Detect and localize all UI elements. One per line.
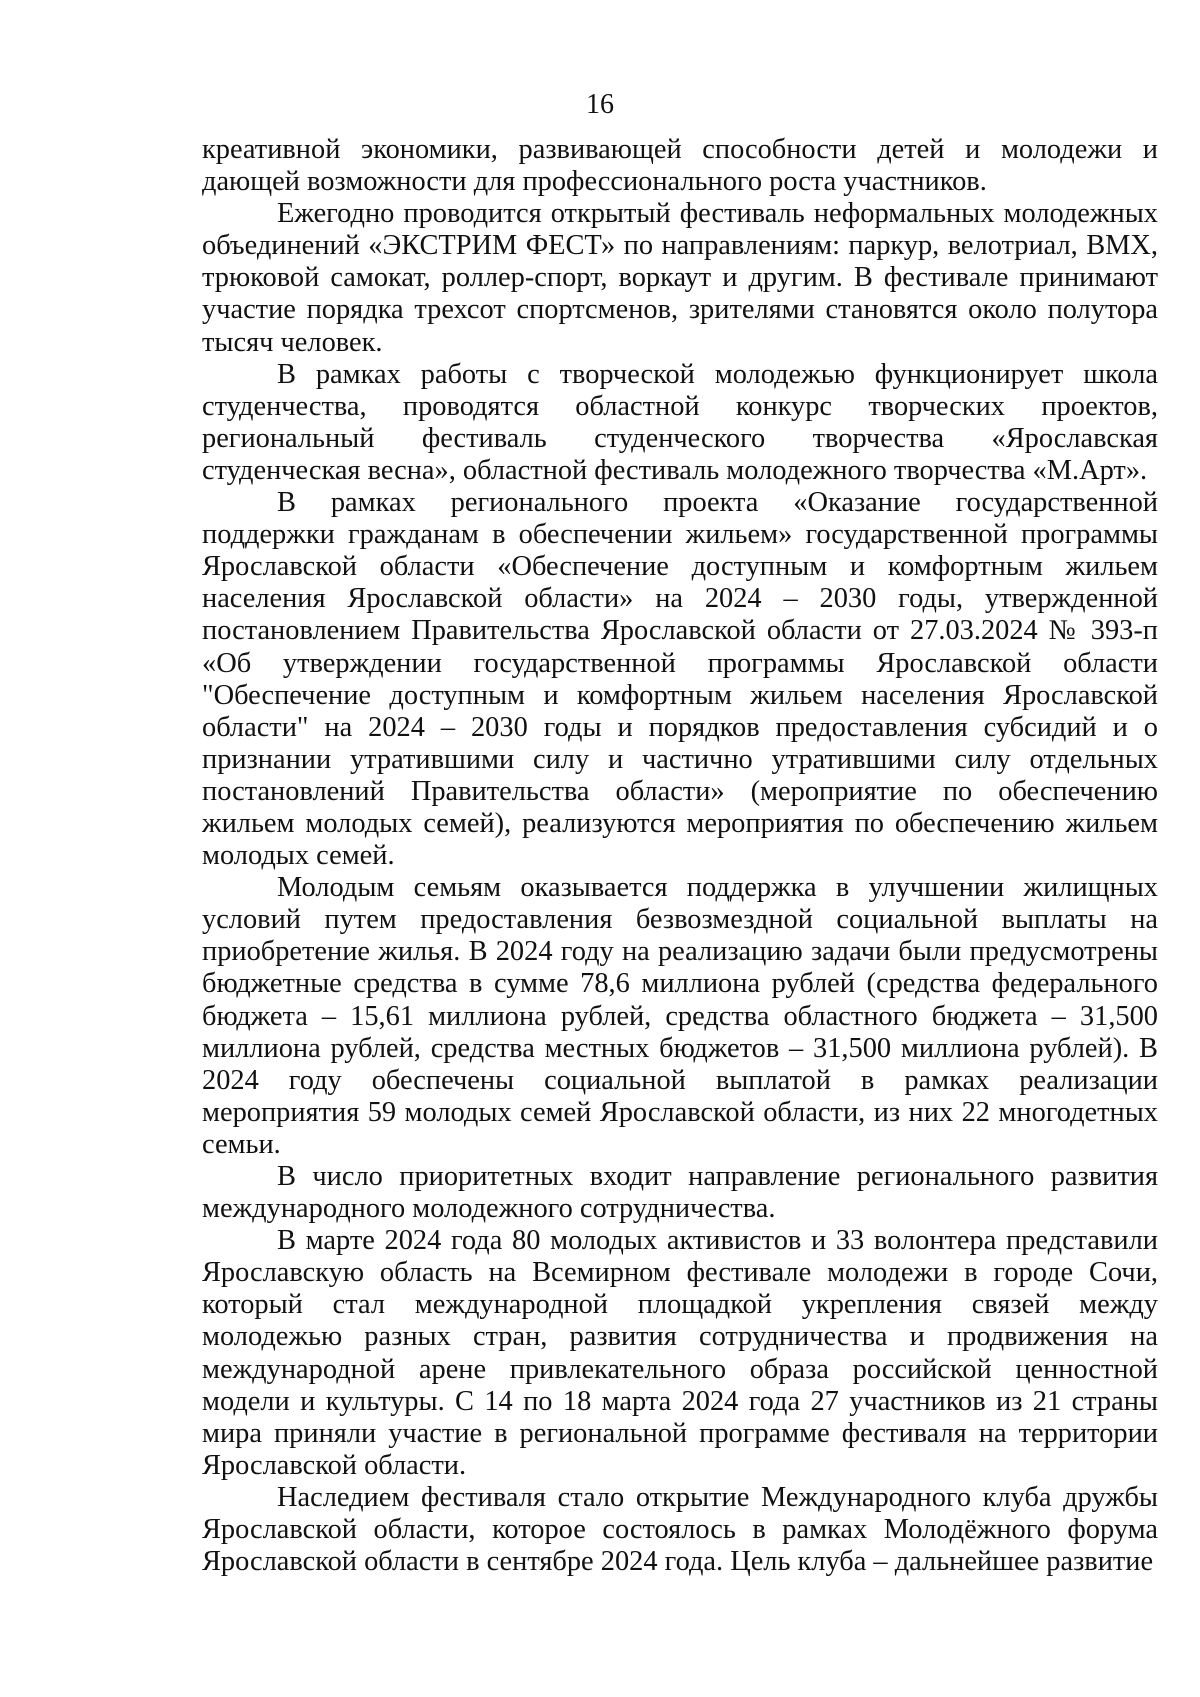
document-body [202, 134, 1158, 1578]
paragraph-world-youth-festival: В марте 2024 года 80 молодых активистов и 33 волонтера представили Ярославскую область на Всемирном фестивале молодежи в городе Сочи, который стал международной площадкой укрепления связей между молодежью разных стран, развития сотрудничества и продвижения на международной арене привлекательного образа российской ценностной модели и культуры. С 14 по 18 марта 2024 года 27 участников из 21 страны мира приняли участие в региональной программе фестиваля на территории Ярославской области. [202, 1225, 1158, 1481]
paragraph-friendship-club: Наследием фестиваля стало открытие Международного клуба дружбы Ярославской области, которое состоялось в рамках Молодёжного форума Ярославской области в сентябре 2024 года. Цель клуба – дальнейшее развитие [202, 1481, 1158, 1578]
paragraph-housing-project: В рамках регионального проекта «Оказание государственной поддержки гражданам в обеспечении жильем» государственной программы Ярославской области «Обеспечение доступным и комфортным жильем населения Ярославской области» на 2024 – 2030 годы, утвержденной постановлением Правительства Ярославской области от 27.03.2024 № 393-п «Об утверждении государственной программы Ярославской области "Обеспечение доступным и комфортным жильем населения Ярославской области" на 2024 – 2030 годы и порядков предоставления субсидий и о признании утратившими силу и частично утратившими силу отдельных постановлений Правительства области» (мероприятие по обеспечению жильем молодых семей), реализуются мероприятия по обеспечению жильем молодых семей. [202, 487, 1158, 872]
paragraph-young-families-support: Молодым семьям оказывается поддержка в улучшении жилищных условий путем предоставления безвозмездной социальной выплаты на приобретение жилья. В 2024 году на реализацию задачи были предусмотрены бюджетные средства в сумме 78,6 миллиона рублей (средства федерального бюджета – 15,61 миллиона рублей, средства областного бюджета – 31,500 миллиона рублей, средства местных бюджетов – 31,500 миллиона рублей). В 2024 году обеспечены социальной выплатой в рамках реализации мероприятия 59 молодых семей Ярославской области, из них 22 многодетных семьи. [202, 872, 1158, 1160]
paragraph-international-cooperation: В число приоритетных входит направление регионального развития международного молодежного сотрудничества. [202, 1161, 1158, 1225]
page-number: 16 [586, 89, 614, 120]
paragraph-creative-youth: В рамках работы с творческой молодежью функционирует школа студенчества, проводятся областной конкурс творческих проектов, региональный фестиваль студенческого творчества «Ярославская студенческая весна», областной фестиваль молодежного творчества «М.Арт». [202, 358, 1158, 486]
paragraph-continuation: креативной экономики, развивающей способности детей и молодежи и дающей возможности для профессионального роста участников. [202, 134, 1158, 198]
paragraph-extreme-fest: Ежегодно проводится открытый фестиваль неформальных молодежных объединений «ЭКСТРИМ ФЕСТ» по направлениям: паркур, велотриал, BMX, трюковой самокат, роллер-спорт, воркаут и другим. В фестивале принимают участие порядка трехсот спортсменов, зрителями становятся около полутора тысяч человек. [202, 198, 1158, 358]
